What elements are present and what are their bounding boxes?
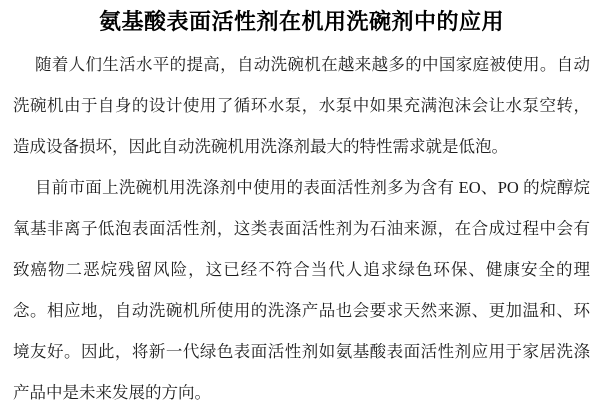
document-title: 氨基酸表面活性剂在机用洗碗剂中的应用: [98, 9, 504, 34]
paragraph-intro: 随着人们生活水平的提高，自动洗碗机在越来越多的中国家庭被使用。自动洗碗机由于自身的设计使用了循环水泵，水泵中如果充满泡沫会让水泵空转，造成设备损坏，因此自动洗碗机用洗涤剂最大的特性需求就是低泡。: [13, 54, 590, 156]
paragraph-body: 目前市面上洗碗机用洗涤剂中使用的表面活性剂多为含有 EO、PO 的烷醇烷氧基非离子低泡表面活性剂，这类表面活性剂为石油来源，在合成过程中会有致癌物二恶烷残留风险，这已经不符合当代人追求绿色环保、健康安全的理念。相应地，自动洗碗机所使用的洗涤产品也会要求天然来源、更加温和、环境友好。因此，将新一代绿色表面活性剂如氨基酸表面活性剂应用于家居洗涤产品中是未来发展的方向。: [13, 177, 590, 402]
